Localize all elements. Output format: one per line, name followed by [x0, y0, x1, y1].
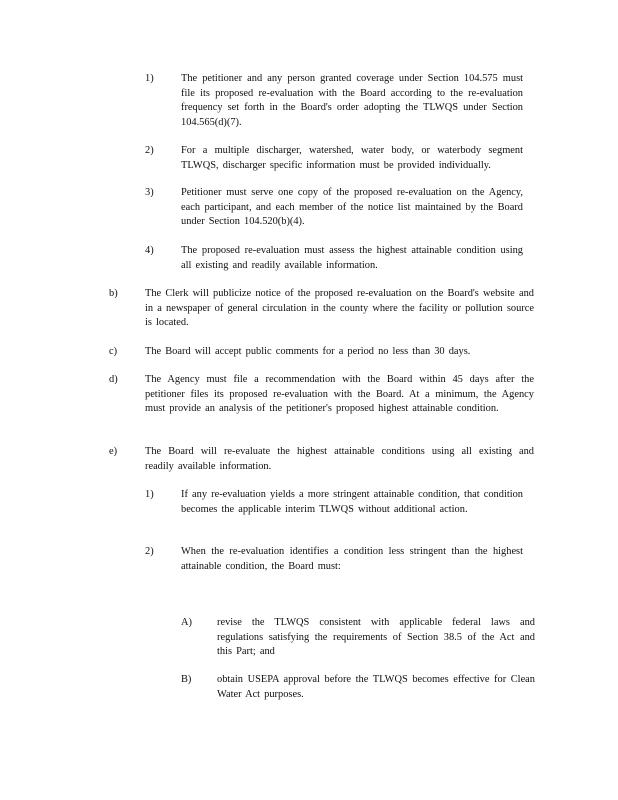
item-text: For a multiple discharger, watershed, water body, or waterbody segment TLWQS, discharger specific information must be provided individually. — [181, 145, 523, 171]
section-marker: d) — [109, 374, 118, 385]
item-text: The petitioner and any person granted coverage under Section 104.575 must file its proposed re-evaluation with the Board according to the re-evaluation frequency set forth in the Board's order adopting the TLWQS under Section 104.565(d)(7). — [181, 73, 523, 128]
section-text: The Agency must file a recommendation with the Board within 45 days after the petitioner files its proposed re-evaluation with the Board. At a minimum, the Agency must provide an analysis of the petitioner's proposed highest attainable condition. — [145, 374, 534, 414]
subitem-marker: B) — [181, 674, 192, 685]
item-marker: 2) — [145, 145, 154, 156]
item-marker: 1) — [145, 489, 154, 500]
section-marker: c) — [109, 346, 118, 357]
subitem-marker: A) — [181, 617, 192, 628]
item-marker: 4) — [145, 245, 154, 256]
section-text: The Clerk will publicize notice of the proposed re-evaluation on the Board's website and in a newspaper of general circulation in the county where the facility or pollution source is located. — [145, 288, 534, 328]
section-text: The Board will re-evaluate the highest attainable conditions using all existing and readily available information. — [145, 446, 534, 472]
item-marker: 1) — [145, 73, 154, 84]
item-text: The proposed re-evaluation must assess the highest attainable condition using all existing and readily available information. — [181, 245, 523, 271]
section-marker: b) — [109, 288, 118, 299]
item-text: If any re-evaluation yields a more stringent attainable condition, that condition becomes the applicable interim TLWQS without additional action. — [181, 489, 523, 515]
item-text: When the re-evaluation identifies a condition less stringent than the highest attainable condition, the Board must: — [181, 546, 523, 572]
subitem-text: revise the TLWQS consistent with applicable federal laws and regulations satisfying the requirements of Section 38.5 of the Act and this Part; and — [217, 617, 535, 657]
section-text: The Board will accept public comments for a period no less than 30 days. — [145, 346, 471, 357]
subitem-text: obtain USEPA approval before the TLWQS becomes effective for Clean Water Act purposes. — [217, 674, 535, 700]
item-marker: 2) — [145, 546, 154, 557]
item-text: Petitioner must serve one copy of the proposed re-evaluation on the Agency, each participant, and each member of the notice list maintained by the Board under Section 104.520(b)(4). — [181, 187, 523, 227]
item-marker: 3) — [145, 187, 154, 198]
section-marker: e) — [109, 446, 118, 457]
